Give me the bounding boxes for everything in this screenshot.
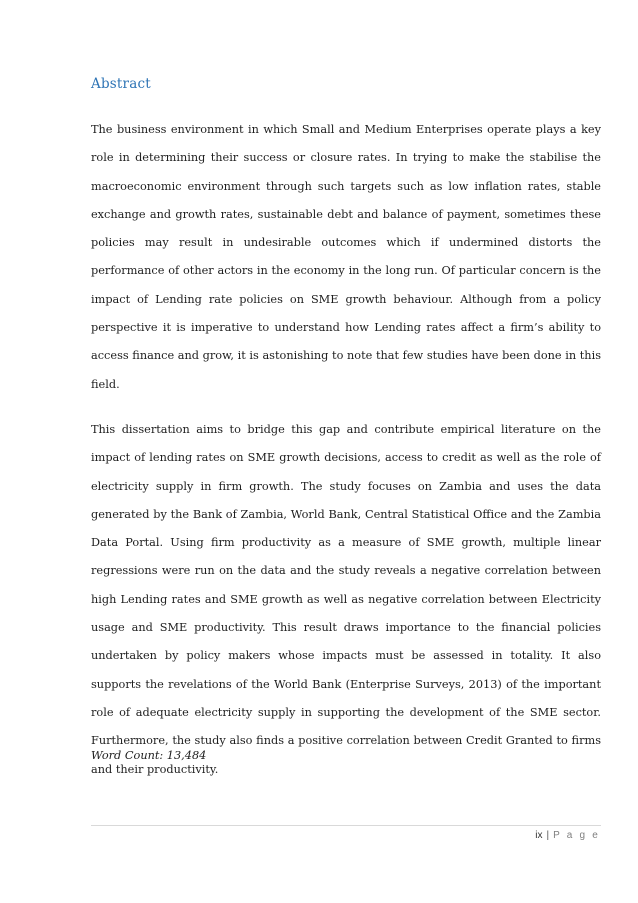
page-number: ix (535, 830, 543, 841)
abstract-paragraph-2: This dissertation aims to bridge this gap and contribute empirical literature on the impact of lending rates on SME growth decisions, access to credit as well as the role of electricity supply in firm growth. The study focuses on Zambia and uses the data generated by the Bank of Zambia, World Bank, Central Statistical Office and the Zambia Data Portal. Using firm productivity as a measure of SME growth, multiple linear regressions were run on the data and the study reveals a negative correlation between high Lending rates and SME growth as well as negative correlation between Electricity usage and SME productivity. This result draws importance to the financial policies undertaken by policy makers whose impacts must be assessed in totality. It also supports the revelations of the World Bank (Enterprise Surveys, 2013) of the important role of adequate electricity supply in supporting the development of the SME sector. Furthermore, the study also finds a positive correlation between Credit Granted to firms and their productivity. (91, 423, 601, 776)
page-label: P a g e (553, 830, 600, 841)
page-footer (535, 830, 600, 841)
abstract-heading: Abstract (91, 76, 151, 92)
footer-divider (91, 825, 601, 826)
footer-separator: | (546, 830, 550, 841)
abstract-paragraph-1: The business environment in which Small and Medium Enterprises operate plays a key role in determining their success or closure rates. In trying to make the stabilise the macroeconomic environment through such targets such as low inflation rates, stable exchange and growth rates, sustainable debt and balance of payment, sometimes these policies may result in undesirable outcomes which if undermined distorts the performance of other actors in the economy in the long run. Of particular concern is the impact of Lending rate policies on SME growth behaviour. Although from a policy perspective it is imperative to understand how Lending rates affect a firm’s ability to access finance and grow, it is astonishing to note that few studies have been done in this field. (91, 123, 601, 391)
word-count: Word Count: 13,484 (91, 749, 207, 762)
